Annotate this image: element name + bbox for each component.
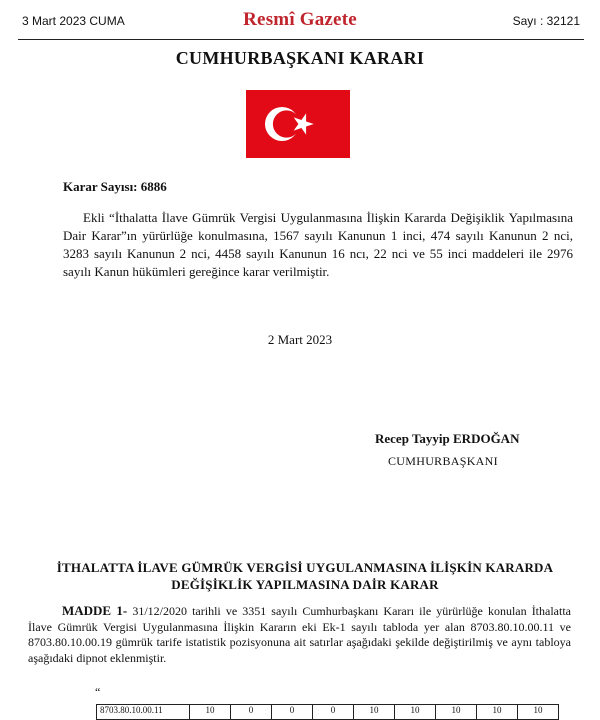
article-text: 31/12/2020 tarihli ve 3351 sayılı Cumhurbaşkanı Kararı ile yürürlüğe konulan İthalatta İlave Gümrük Vergisi Uygulanmasına İlişkin Kararın eki Ek-1 sayılı tabloda yer alan 8703.80.10.00.11 ve 8703.80.10.00.19 gümrük tarife istatistik pozisyonuna ait satırlar aşağıdaki şekilde değiştirilmiş ve aynı tabloya aşağıdaki dipnot eklenmiştir.	[28, 604, 571, 665]
table-cell: 0	[272, 705, 313, 720]
annex-title-line-2: DEĞİŞİKLİK YAPILMASINA DAİR KARAR	[171, 577, 439, 592]
annex-title	[40, 559, 570, 593]
signer-first-name: Recep Tayyip	[375, 431, 454, 446]
decree-intro-paragraph: Ekli “İthalatta İlave Gümrük Vergisi Uygulanmasına İlişkin Kararda Değişiklik Yapılmasına Dair Karar”ın yürürlüğe konulmasına, 1567 sayılı Kanunun 1 inci, 474 sayılı Kanunun 2 nci, 3283 sayılı Kanunun 2 nci, 4458 sayılı Kanunun 16 ncı, 22 nci ve 55 inci maddeleri ile 2976 sayılı Kanun hükümleri gereğince karar verilmiştir.	[63, 210, 573, 279]
table-cell: 10	[395, 705, 436, 720]
annex-title-line-1: İTHALATTA İLAVE GÜMRÜK VERGİSİ UYGULANMASINA İLİŞKİN KARARDA	[56, 560, 554, 575]
header-divider	[18, 39, 584, 40]
table-cell: 10	[354, 705, 395, 720]
table-cell: 0	[313, 705, 354, 720]
article-label: MADDE 1-	[62, 603, 128, 618]
table-cell-tariff-code: 8703.80.10.00.11	[97, 705, 190, 720]
article-1-paragraph	[28, 603, 571, 666]
table-cell: 10	[436, 705, 477, 720]
signer-name	[375, 431, 519, 447]
decree-date: 2 Mart 2023	[267, 332, 333, 347]
opening-quote-mark: “	[95, 685, 101, 699]
signer-title: CUMHURBAŞKANI	[388, 454, 498, 468]
table-cell: 0	[231, 705, 272, 720]
gazette-title: Resmî Gazete	[243, 9, 357, 30]
issue-number: Sayı : 32121	[512, 14, 580, 28]
header-date: 3 Mart 2023 CUMA	[22, 14, 125, 28]
table-cell: 10	[477, 705, 518, 720]
decree-heading: CUMHURBAŞKANI KARARI	[175, 48, 425, 68]
table-cell: 10	[190, 705, 231, 720]
table-cell: 10	[518, 705, 559, 720]
turkish-flag-icon	[246, 90, 350, 158]
signer-last-name: ERDOĞAN	[453, 431, 520, 446]
table-row	[97, 705, 559, 720]
decree-number: Karar Sayısı: 6886	[63, 179, 167, 194]
